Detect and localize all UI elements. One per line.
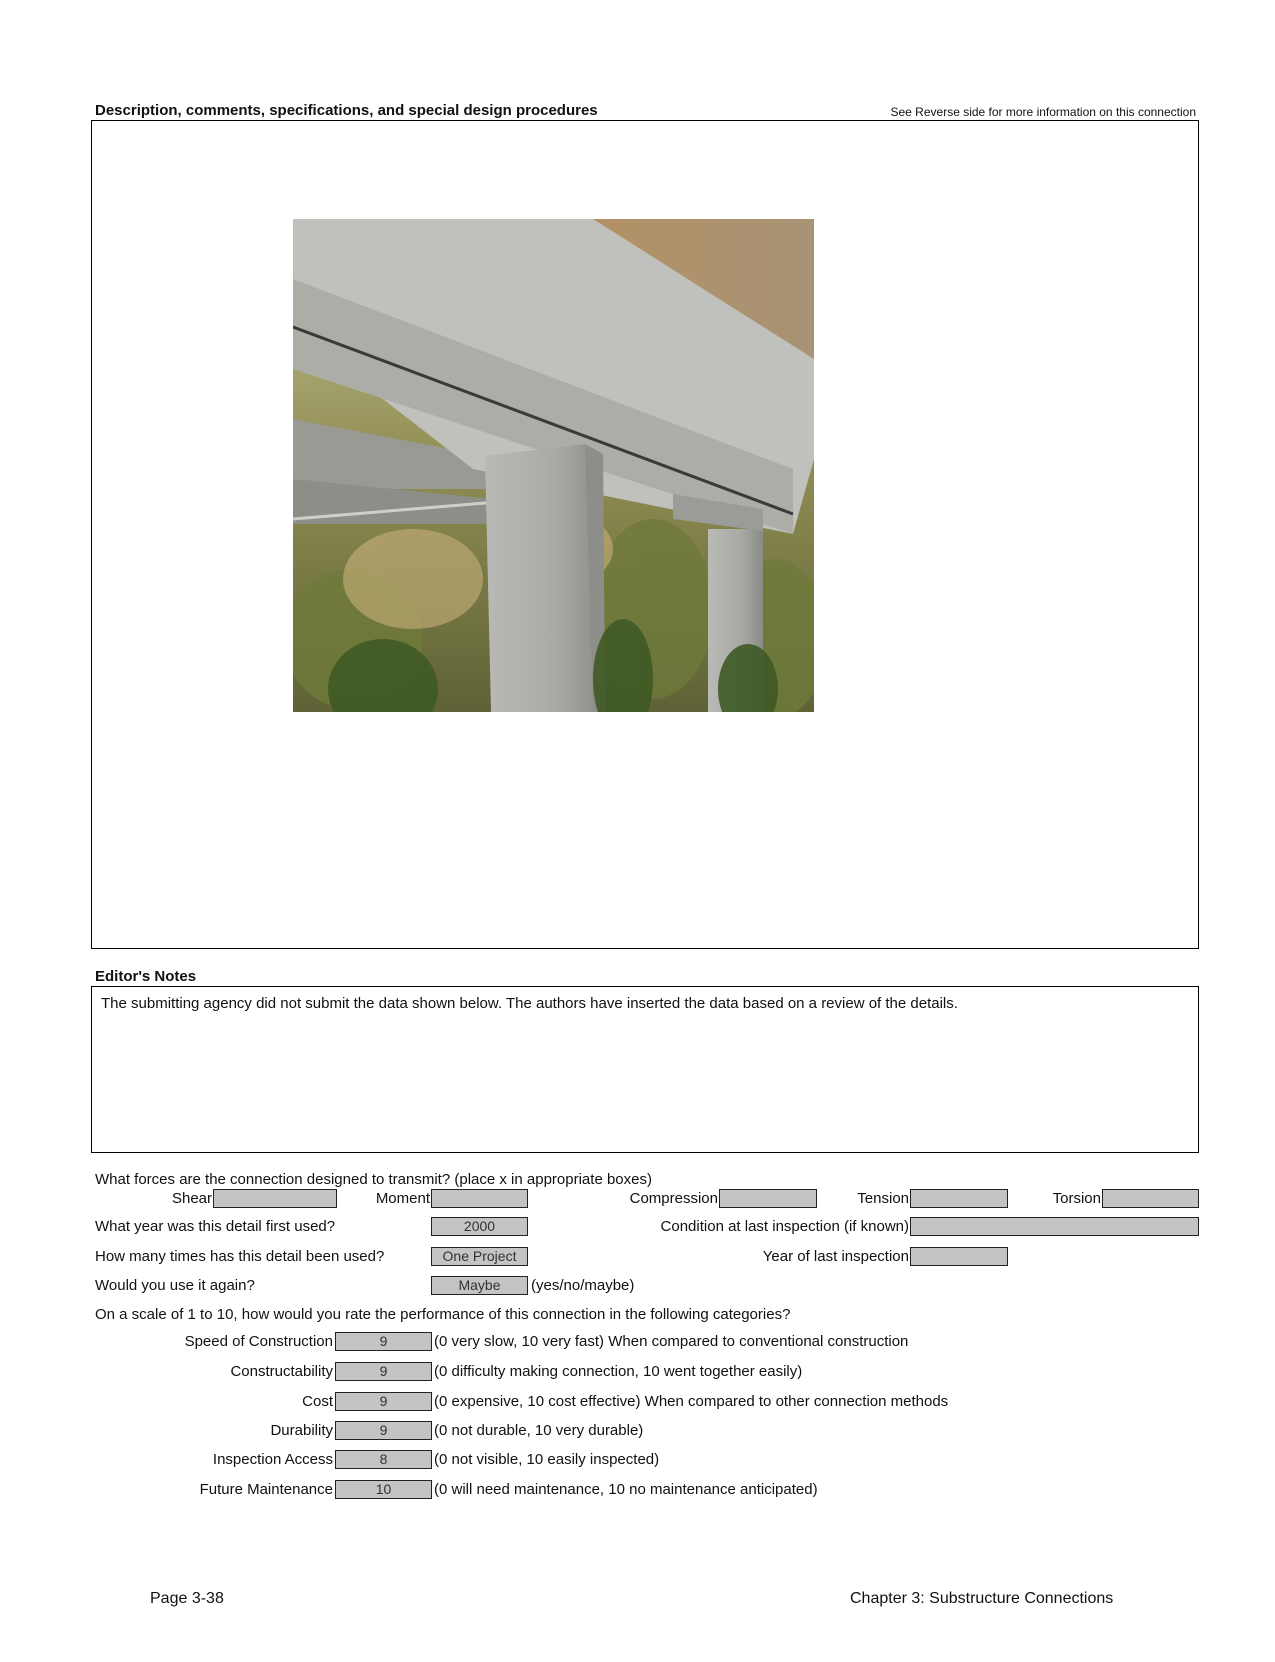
rating-maintenance-note: (0 will need maintenance, 10 no maintenance anticipated) [434, 1481, 818, 1498]
rating-durability-field[interactable]: 9 [335, 1421, 432, 1440]
rating-cost-note: (0 expensive, 10 cost effective) When compared to other connection methods [434, 1393, 949, 1410]
year-last-inspection-field[interactable] [910, 1247, 1008, 1266]
editors-notes-title: Editor's Notes [95, 968, 197, 985]
times-used-field[interactable]: One Project [431, 1247, 528, 1266]
shear-field[interactable] [213, 1189, 337, 1208]
compression-label: Compression [629, 1190, 718, 1207]
torsion-field[interactable] [1102, 1189, 1199, 1208]
times-used-question: How many times has this detail been used? [95, 1248, 385, 1265]
rating-constructability-field[interactable]: 9 [335, 1362, 432, 1381]
rating-cost-label: Cost [302, 1393, 333, 1410]
condition-label: Condition at last inspection (if known) [660, 1218, 909, 1235]
year-first-used-field[interactable]: 2000 [431, 1217, 528, 1236]
rating-inspection-label: Inspection Access [212, 1451, 333, 1468]
reuse-field[interactable]: Maybe [431, 1276, 528, 1295]
page-number: Page 3-38 [150, 1590, 224, 1607]
rating-cost-field[interactable]: 9 [335, 1392, 432, 1411]
tension-field[interactable] [910, 1189, 1008, 1208]
shear-label: Shear [171, 1190, 212, 1207]
rating-speed-note: (0 very slow, 10 very fast) When compared to conventional construction [434, 1333, 909, 1350]
condition-field[interactable] [910, 1217, 1199, 1236]
rating-speed-label: Speed of Construction [184, 1333, 333, 1350]
ratings-question: On a scale of 1 to 10, how would you rate the performance of this connection in the following categories? [95, 1306, 791, 1323]
editors-notes-text: The submitting agency did not submit the data shown below. The authors have inserted the data based on a review of the details. [101, 995, 958, 1012]
rating-inspection-note: (0 not visible, 10 easily inspected) [434, 1451, 660, 1468]
rating-maintenance-label: Future Maintenance [199, 1481, 333, 1498]
rating-constructability-note: (0 difficulty making connection, 10 went together easily) [434, 1363, 803, 1380]
year-last-inspection-label: Year of last inspection [762, 1248, 909, 1265]
rating-constructability-label: Constructability [230, 1363, 333, 1380]
moment-field[interactable] [431, 1189, 528, 1208]
tension-label: Tension [857, 1190, 909, 1207]
bridge-pier-photo [293, 219, 814, 712]
year-first-used-question: What year was this detail first used? [95, 1218, 336, 1235]
rating-durability-note: (0 not durable, 10 very durable) [434, 1422, 644, 1439]
rating-speed-field[interactable]: 9 [335, 1332, 432, 1351]
rating-inspection-field[interactable]: 8 [335, 1450, 432, 1469]
reuse-question: Would you use it again? [95, 1277, 255, 1294]
reuse-hint: (yes/no/maybe) [531, 1277, 635, 1294]
rating-maintenance-field[interactable]: 10 [335, 1480, 432, 1499]
reverse-side-note: See Reverse side for more information on this connection [890, 105, 1196, 119]
forces-question: What forces are the connection designed to transmit? (place x in appropriate boxes) [95, 1171, 652, 1188]
compression-field[interactable] [719, 1189, 817, 1208]
chapter-title: Chapter 3: Substructure Connections [850, 1590, 1114, 1607]
description-section-title: Description, comments, specifications, and special design procedures [95, 102, 598, 119]
rating-durability-label: Durability [270, 1422, 333, 1439]
torsion-label: Torsion [1052, 1190, 1101, 1207]
moment-label: Moment [375, 1190, 430, 1207]
